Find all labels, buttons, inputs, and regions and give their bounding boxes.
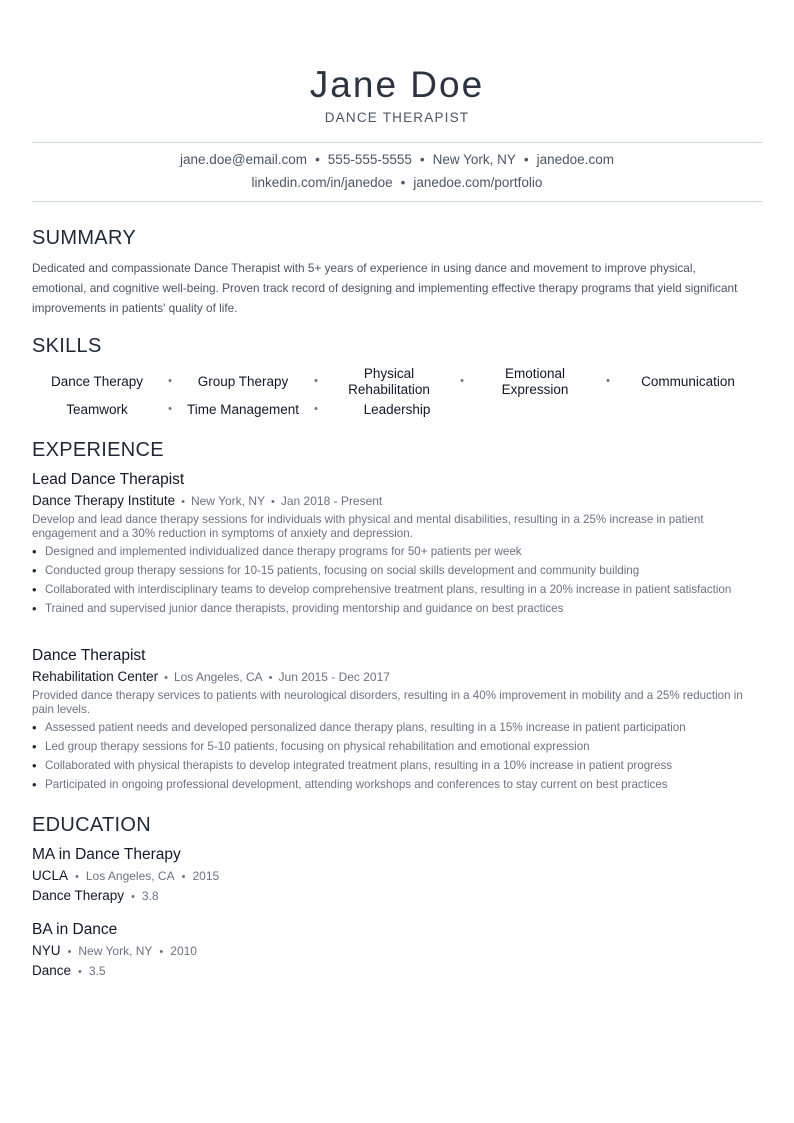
list-item: • Led group therapy sessions for 5-10 patients, focusing on physical rehabilitation and emotional expression [32, 739, 590, 754]
summary-text: Dedicated and compassionate Dance Therapist with 5+ years of experience in using dance and movement to improve physical, emotional, and cognitive well-being. Proven track record of designing and implementing effective therapy programs that yield significant improvements in patients' quality of life. [32, 261, 738, 315]
candidate-title: DANCE THERAPIST [324, 110, 470, 125]
skill-item: Emotional Expression [501, 366, 569, 397]
header-divider-bottom [32, 201, 762, 202]
edu-year: 2010 [170, 944, 197, 958]
list-item: • Participated in ongoing professional development, attending workshops and conferences to stay current on best practices [32, 777, 668, 792]
edu-school: NYU [32, 943, 61, 958]
edu-location: New York, NY [78, 944, 153, 958]
skill-item: Time Management [186, 402, 300, 417]
job-location: Los Angeles, CA [173, 670, 263, 684]
job-company: Dance Therapy Institute [32, 493, 176, 508]
website-link[interactable]: janedoe.com [536, 152, 614, 167]
summary-heading: SUMMARY [32, 227, 136, 249]
email-link[interactable]: jane.doe@email.com [180, 152, 308, 167]
job-company: Rehabilitation Center [32, 669, 159, 684]
edu-field: Dance Therapy [32, 888, 125, 903]
edu-gpa: 3.5 [88, 964, 106, 978]
skill-item: Physical Rehabilitation [348, 366, 430, 397]
edu-school-line: UCLA • Los Angeles, CA • 2015 [32, 868, 220, 883]
job-description: Develop and lead dance therapy sessions for individuals with physical and mental disabilities, resulting in a 25% increase in patient engagement and a 30% reduction in symptoms of anxiety and depression. [32, 513, 704, 540]
edu-field-line: Dance • 3.5 [32, 963, 106, 978]
edu-location: Los Angeles, CA [85, 869, 175, 883]
job-dates: Jan 2018 - Present [280, 494, 383, 508]
location-text: New York, NY [432, 152, 516, 167]
list-item: • Trained and supervised junior dance therapists, providing mentorship and guidance on best practices [32, 601, 564, 616]
edu-school: UCLA [32, 868, 69, 883]
education-heading: EDUCATION [32, 814, 151, 836]
job-bullets [32, 545, 762, 621]
edu-gpa: 3.8 [141, 889, 159, 903]
skills-row-2: Teamwork • Time Management • Leadership [32, 402, 762, 436]
skills-heading: SKILLS [32, 335, 102, 357]
job-meta: Dance Therapy Institute • New York, NY • Jan 2018 - Present [32, 493, 383, 508]
edu-field: Dance [32, 963, 72, 978]
job-bullets [32, 721, 762, 797]
edu-degree: MA in Dance Therapy [32, 846, 181, 863]
skill-item: Communication [641, 374, 735, 389]
job-location: New York, NY [190, 494, 265, 508]
skill-item: Group Therapy [197, 374, 289, 389]
list-item: • Collaborated with physical therapists to develop integrated treatment plans, resulting in a 10% increase in patient progress [32, 758, 673, 773]
edu-degree: BA in Dance [32, 921, 118, 938]
job-title: Lead Dance Therapist [32, 471, 185, 488]
edu-year: 2015 [192, 869, 220, 883]
candidate-name: Jane Doe [309, 64, 485, 105]
header-divider-top [32, 142, 762, 143]
skills-row-1: Dance Therapy • Group Therapy • Physical Rehabilitation • Emotional Expression • Communication [32, 366, 762, 400]
contact-line-1: jane.doe@email.com • 555-555-5555 • New York, NY • janedoe.com [180, 152, 614, 167]
list-item: • Collaborated with interdisciplinary teams to develop comprehensive treatment plans, resulting in a 20% increase in patient satisfaction [32, 582, 732, 597]
job-dates: Jun 2015 - Dec 2017 [278, 670, 390, 684]
portfolio-link[interactable]: janedoe.com/portfolio [413, 175, 543, 190]
job-description: Provided dance therapy services to patients with neurological disorders, resulting in a 40% improvement in mobility and a 25% reduction in pain levels. [32, 689, 743, 716]
skill-item: Leadership [363, 402, 431, 417]
skill-item: Dance Therapy [50, 374, 144, 389]
phone-text[interactable]: 555-555-5555 [327, 152, 412, 167]
contact-line-2: linkedin.com/in/janedoe • janedoe.com/portfolio [251, 175, 543, 190]
list-item: • Assessed patient needs and developed personalized dance therapy plans, resulting in a 15% increase in patient participation [32, 720, 686, 735]
edu-field-line: Dance Therapy • 3.8 [32, 888, 159, 903]
job-title: Dance Therapist [32, 647, 146, 664]
linkedin-link[interactable]: linkedin.com/in/janedoe [251, 175, 393, 190]
experience-heading: EXPERIENCE [32, 439, 164, 461]
list-item: • Designed and implemented individualized dance therapy programs for 50+ patients per week [32, 544, 522, 559]
list-item: • Conducted group therapy sessions for 10-15 patients, focusing on social skills development and community building [32, 563, 640, 578]
edu-school-line: NYU • New York, NY • 2010 [32, 943, 197, 958]
job-meta: Rehabilitation Center • Los Angeles, CA • Jun 2015 - Dec 2017 [32, 669, 390, 684]
skill-item: Teamwork [66, 402, 128, 417]
